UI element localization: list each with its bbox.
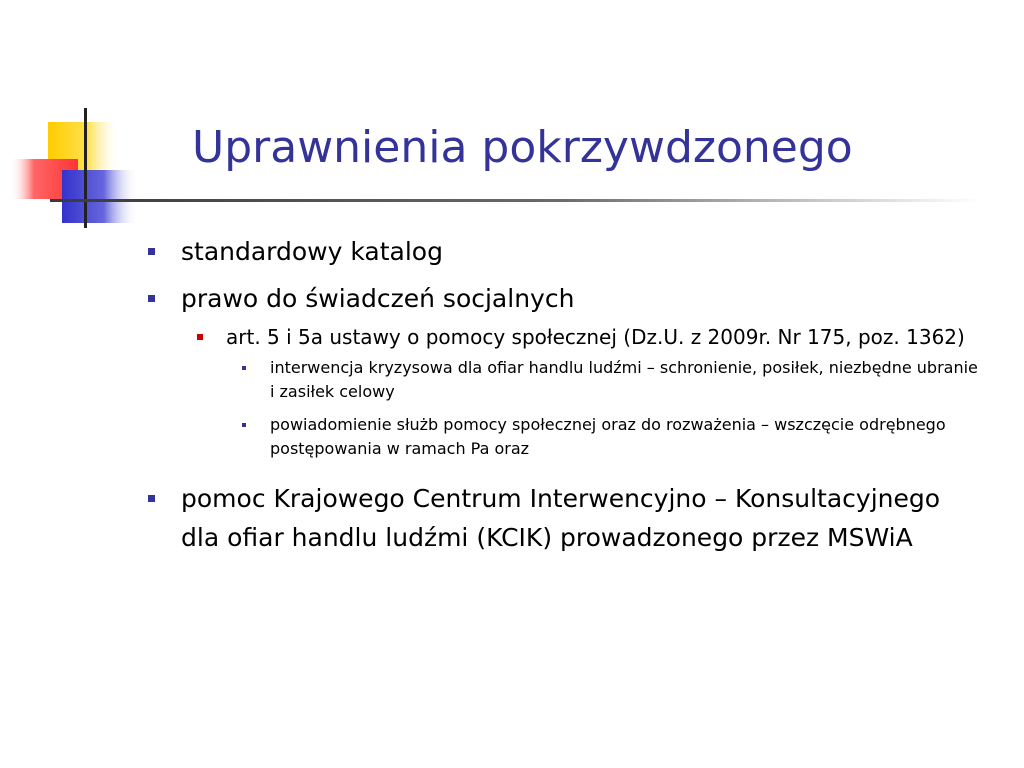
slide-logo — [0, 100, 150, 240]
title-underline — [50, 199, 980, 202]
sub-sub-bullet-list — [226, 356, 980, 461]
bullet-item — [145, 232, 980, 271]
small-square-bullet-icon — [242, 423, 246, 427]
bullet-text: prawo do świadczeń socjalnych — [181, 284, 575, 313]
square-bullet-icon — [148, 248, 155, 255]
logo-blue-square — [62, 170, 138, 223]
sub-bullet-text: art. 5 i 5a ustawy o pomocy społecznej (Dz.U. z 2009r. Nr 175, poz. 1362) — [226, 325, 965, 349]
sub-sub-bullet-text: powiadomienie służb pomocy społecznej oraz do rozważenia – wszczęcie odrębnego postępowania w ramach Pa oraz — [270, 415, 946, 458]
small-square-bullet-icon — [242, 366, 246, 370]
bullet-item — [145, 279, 980, 461]
sub-sub-bullet-item — [235, 413, 980, 461]
bullet-text: standardowy katalog — [181, 237, 443, 266]
bullet-list — [145, 232, 980, 565]
square-bullet-icon — [148, 495, 155, 502]
sub-sub-bullet-text: interwencja kryzysowa dla ofiar handlu ludźmi – schronienie, posiłek, niezbędne ubranie i zasiłek celowy — [270, 358, 978, 401]
sub-sub-bullet-item — [235, 356, 980, 404]
sub-bullet-list — [181, 322, 980, 461]
slide-title: Uprawnienia pokrzywdzonego — [192, 122, 853, 173]
logo-vertical-line — [84, 108, 87, 228]
bullet-text: pomoc Krajowego Centrum Interwencyjno – Konsultacyjnego dla ofiar handlu ludźmi (KCIK) prowadzonego przez MSWiA — [181, 484, 941, 552]
sub-bullet-item — [189, 322, 980, 461]
square-bullet-icon — [148, 295, 155, 302]
red-square-bullet-icon — [197, 334, 203, 340]
bullet-item — [145, 479, 980, 557]
